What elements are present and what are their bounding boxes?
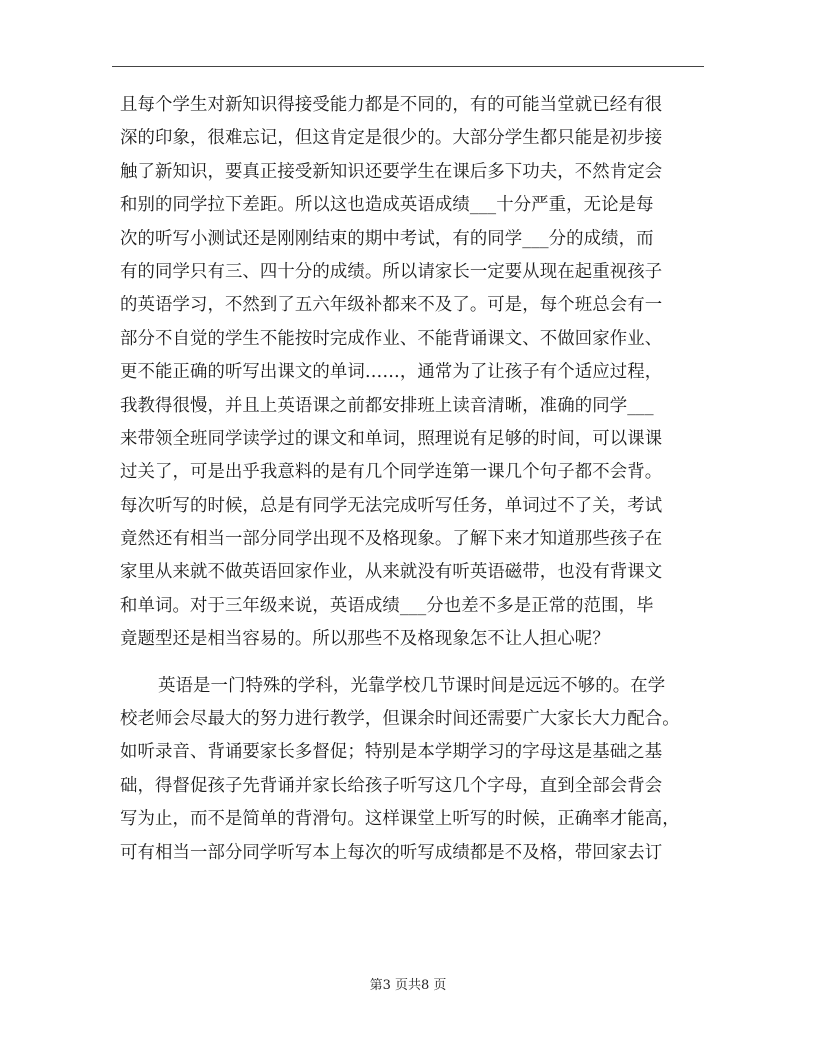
text-line: 触了新知识，要真正接受新知识还要学生在课后多下功夫，不然肯定会 [120,161,663,182]
text-line: 次的听写小测试还是刚刚结束的期中考试，有的同学___分的成绩，而 [120,228,654,249]
text-line: 校老师会尽最大的努力进行教学，但课余时间还需要广大家长大力配合。 [120,709,680,730]
text-line: 础，得督促孩子先背诵并家长给孩子听写这几个字母，直到全部会背会 [120,775,663,796]
text-line: 我教得很慢，并且上英语课之前都安排班上读音清晰，准确的同学___ [120,395,654,416]
text-line: 和别的同学拉下差距。所以这也造成英语成绩___十分严重，无论是每 [120,195,654,216]
text-line: 深的印象，很难忘记，但这肯定是很少的。大部分学生都只能是初步接 [120,128,663,149]
paragraph-gap [120,657,710,670]
text-line: 每次听写的时候，总是有同学无法完成听写任务，单词过不了关，考试 [120,495,663,516]
header-rule [112,66,704,67]
paragraph-2 [120,670,710,870]
paragraph-1 [120,89,710,657]
text-line: 如听录音、背诵要家长多督促；特别是本学期学习的字母这是基础之基 [120,742,663,763]
text-line: 竟题型还是相当容易的。所以那些不及格现象怎不让人担心呢？ [120,629,610,650]
text-line-first: 英语是一门特殊的学科，光靠学校几节课时间是远远不够的。在学 [158,675,666,696]
page-number: 第3 页共8 页 [369,978,447,993]
text-line: 的英语学习，不然到了五六年级补都来不及了。可是，每个班总会有一 [120,295,663,316]
text-line: 写为止，而不是简单的背滑句。这样课堂上听写的时候，正确率才能高， [120,809,680,830]
text-line: 且每个学生对新知识得接受能力都是不同的，有的可能当堂就已经有很 [120,95,663,115]
text-line: 部分不自觉的学生不能按时完成作业、不能背诵课文、不做回家作业、 [120,328,663,349]
text-line: 竟然还有相当一部分同学出现不及格现象。了解下来才知道那些孩子在 [120,529,663,550]
text-line: 家里从来就不做英语回家作业，从来就没有听英语磁带，也没有背课文 [120,562,663,583]
text-line: 更不能正确的听写出课文的单词……，通常为了让孩子有个适应过程， [120,362,663,383]
text-line: 来带领全班同学读学过的课文和单词，照理说有足够的时间，可以课课 [120,428,663,449]
document-body [120,89,710,870]
text-line: 过关了，可是出乎我意料的是有几个同学连第一课几个句子都不会背。 [120,462,663,483]
text-line: 可有相当一部分同学听写本上每次的听写成绩都是不及格，带回家去订 [120,842,663,863]
text-line: 和单词。对于三年级来说，英语成绩___分也差不多是正常的范围，毕 [120,595,654,616]
text-line: 有的同学只有三、四十分的成绩。所以请家长一定要从现在起重视孩子 [120,261,663,282]
